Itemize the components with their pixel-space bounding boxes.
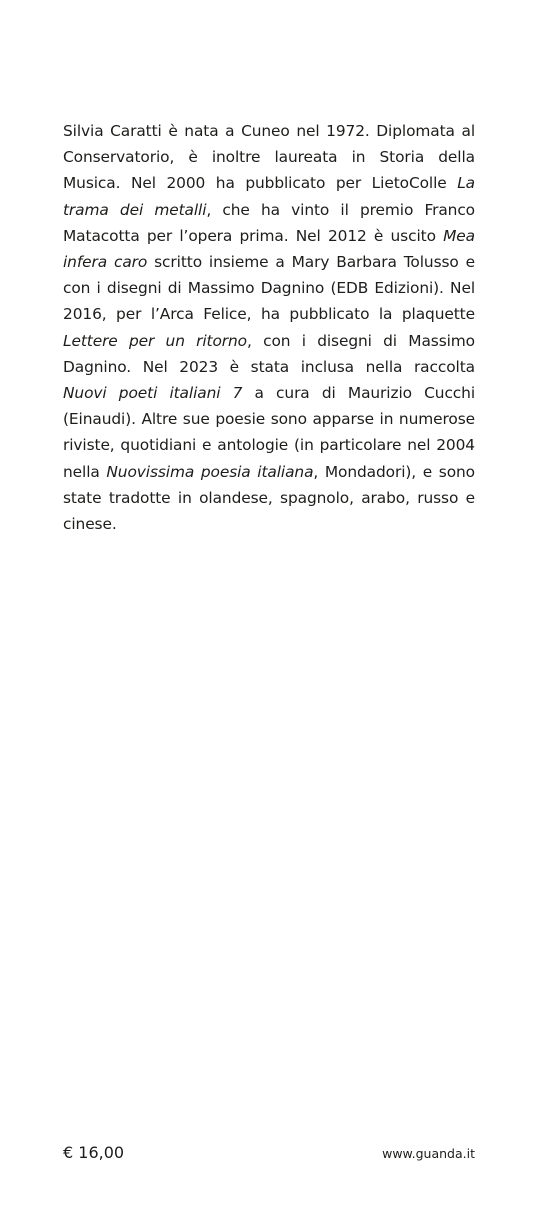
flap-footer (63, 1142, 475, 1166)
bio-text: , che ha vinto il premio Franco Matacotta per l’opera prima. Nel 2012 è uscito (63, 200, 475, 245)
book-title: Nuovissima poesia italiana (106, 462, 314, 481)
book-title: Mea infera caro (63, 226, 475, 272)
price-label: € 16,00 (63, 1143, 125, 1162)
book-title: Nuovi poeti italiani 7 (63, 384, 243, 403)
bio-text: a cura di Maurizio Cucchi (Einaudi). Altre sue poesie sono apparse in numerose riviste, quotidiani e antologie (in particolare nel 2004 nella (63, 384, 475, 481)
bio-text: , Mondadori), e sono state tradotte in olandese, spagnolo, arabo, russo e cinese. (63, 462, 476, 534)
book-title: Lettere per un ritorno (63, 331, 247, 350)
book-title: La trama dei metalli (63, 174, 475, 219)
bio-text: scritto insieme a Mary Barbara Tolusso e con i disegni di Massimo Dagnino (EDB Edizioni). Nel 2016, per l’Arca Felice, ha pubblicato la plaquette (63, 253, 476, 324)
bio-text: , con i disegni di Massimo Dagnino. Nel 2023 è stata inclusa nella raccolta (63, 331, 475, 376)
publisher-website: www.guanda.it (382, 1146, 475, 1161)
bio-text: Silvia Caratti è nata a Cuneo nel 1972. Diplomata al Conservatorio, è inoltre laureata in Storia della Musica. Nel 2000 ha pubblicato per LietoColle (63, 122, 475, 193)
author-biography (63, 118, 475, 537)
